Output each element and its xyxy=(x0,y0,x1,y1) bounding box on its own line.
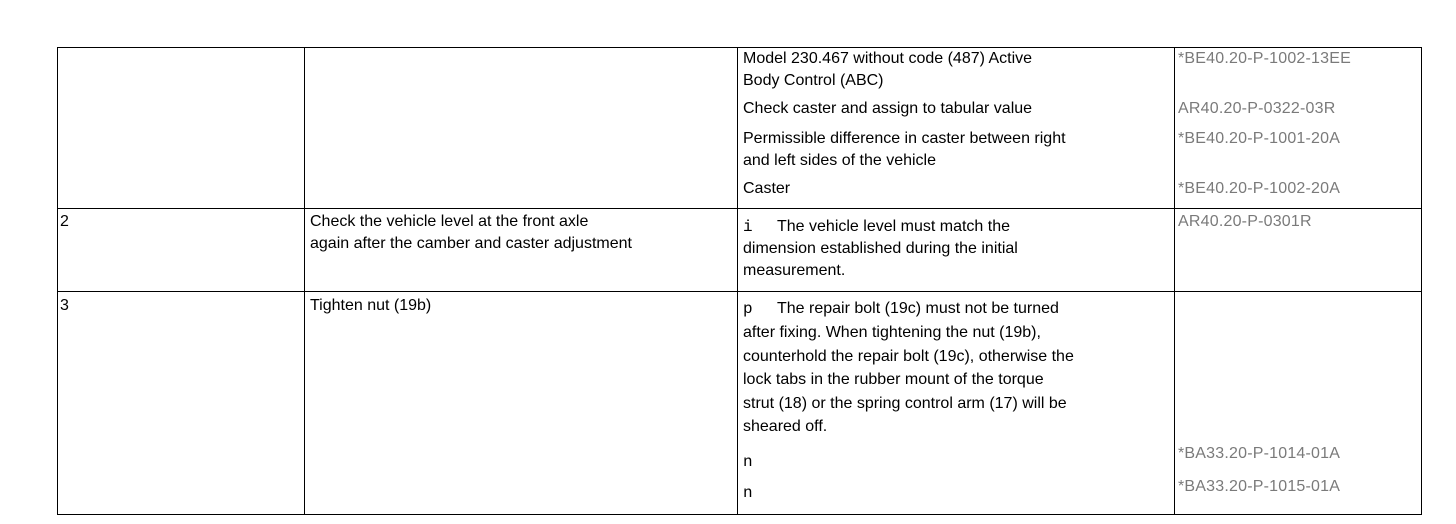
action-line: again after the camber and caster adjustment xyxy=(310,235,632,252)
bullet-icon: n xyxy=(743,484,753,502)
note-text: Check caster and assign to tabular value xyxy=(743,100,1033,117)
row-divider xyxy=(57,291,1422,292)
column-divider xyxy=(57,47,58,515)
row-divider xyxy=(57,208,1422,209)
action-line: Check the vehicle level at the front axle xyxy=(310,213,589,230)
bullet-icon: n xyxy=(743,453,753,471)
note-line: strut (18) or the spring control arm (17) will be xyxy=(743,394,1067,412)
column-divider xyxy=(304,47,305,515)
note-line: after fixing. When tightening the nut (19b), xyxy=(743,324,1041,342)
note-line: Body Control (ABC) xyxy=(743,72,884,89)
column-divider xyxy=(1421,47,1422,515)
note-line: The vehicle level must match the xyxy=(777,218,1010,235)
reference-link[interactable]: *BE40.20-P-1001-20A xyxy=(1178,130,1341,147)
warning-icon: p xyxy=(743,300,753,318)
note-text: Caster xyxy=(743,180,791,197)
note-line: dimension established during the initial xyxy=(743,240,1018,257)
action-text: Tighten nut (19b) xyxy=(310,297,432,314)
column-divider xyxy=(1174,47,1175,515)
note-text xyxy=(743,48,1032,92)
step-number: 3 xyxy=(60,297,69,314)
reference-link[interactable]: *BA33.20-P-1014-01A xyxy=(1178,445,1341,462)
reference-link[interactable]: *BA33.20-P-1015-01A xyxy=(1178,478,1341,495)
table-border-bottom xyxy=(57,514,1422,515)
step-number: 2 xyxy=(60,213,69,230)
note-line: sheared off. xyxy=(743,418,828,436)
info-icon: i xyxy=(743,218,753,236)
note-line: and left sides of the vehicle xyxy=(743,152,937,169)
note-text xyxy=(743,216,1018,282)
reference-link[interactable]: *BE40.20-P-1002-20A xyxy=(1178,180,1341,197)
note-line: lock tabs in the rubber mount of the torque xyxy=(743,371,1044,389)
note-line: measurement. xyxy=(743,262,846,279)
note-line: counterhold the repair bolt (19c), otherwise the xyxy=(743,347,1074,365)
note-line: Permissible difference in caster between right xyxy=(743,130,1066,147)
column-divider xyxy=(737,47,738,515)
note-line: Model 230.467 without code (487) Active xyxy=(743,50,1033,67)
reference-link[interactable]: AR40.20-P-0301R xyxy=(1178,213,1312,230)
note-text xyxy=(743,128,1066,172)
note-line: The repair bolt (19c) must not be turned xyxy=(777,300,1059,317)
action-text xyxy=(310,211,632,255)
reference-link[interactable]: *BE40.20-P-1002-13EE xyxy=(1178,50,1351,67)
reference-link[interactable]: AR40.20-P-0322-03R xyxy=(1178,100,1336,117)
note-text xyxy=(743,297,1074,438)
